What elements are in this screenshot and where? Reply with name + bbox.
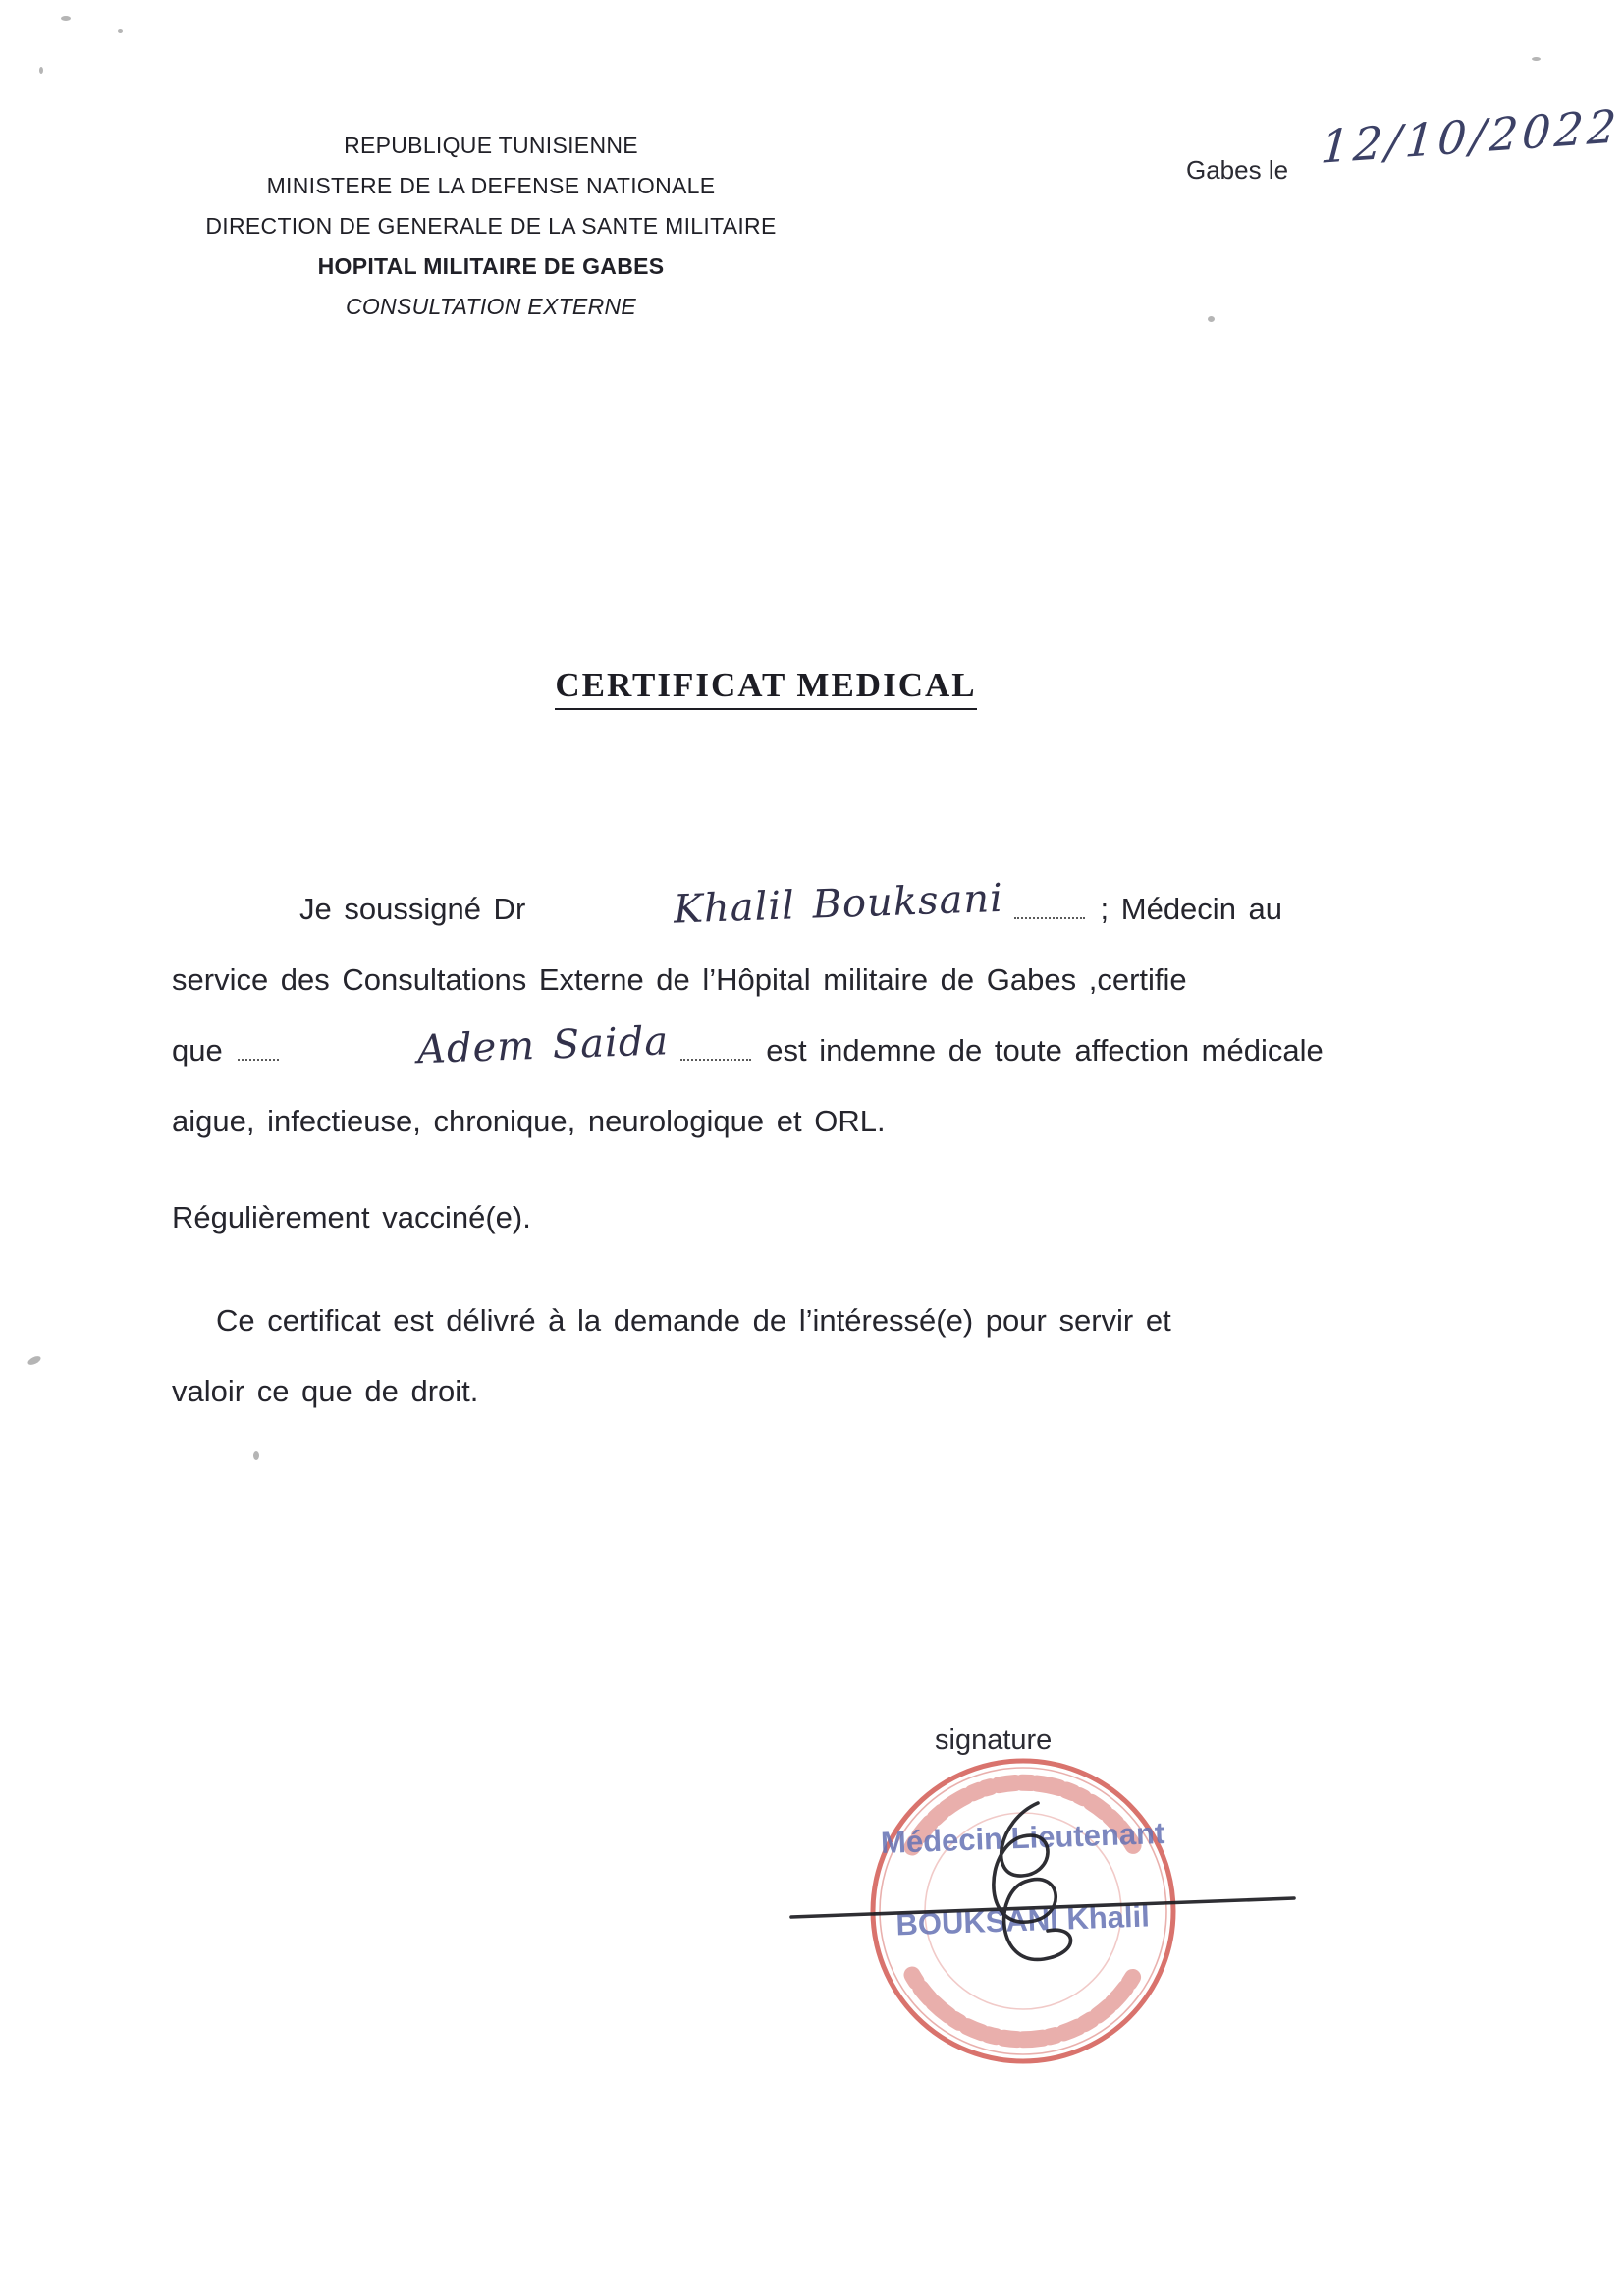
letterhead-line-ministry: MINISTERE DE LA DEFENSE NATIONALE [266,173,716,198]
document-title [0,666,1532,705]
doctor-name-handwritten: Khalil Bouksani [673,875,1004,933]
document-title-text: CERTIFICAT MEDICAL [555,666,976,710]
patient-name-handwritten: Adem Saida [416,1018,671,1073]
stamp-and-signature [756,1738,1326,2102]
scan-artifact [118,29,123,33]
dotted-leader [238,1045,279,1061]
body-text-run: Je soussigné Dr [299,892,526,926]
date-label: Gabes le [1186,155,1289,185]
body-text-run: est indemne de toute affection médicale [766,1033,1324,1067]
body-text-run: que [172,1033,223,1067]
stamp-text-rank: Médecin Lieutenant [880,1815,1165,1861]
body-text-run: valoir ce que de droit. [172,1374,479,1408]
letterhead-hospital-name: HOPITAL MILITAIRE DE GABES [317,253,665,279]
letterhead-line-country: REPUBLIQUE TUNISIENNE [344,133,638,158]
scan-artifact [27,1354,42,1366]
handwritten-date: 12/10/2022 [1319,99,1622,174]
body-text-run: aigue, infectieuse, chronique, neurologique et ORL. [172,1104,886,1138]
scan-artifact [61,16,71,21]
stamp-arabic-text-bottom [912,1975,1134,2040]
date-line [1186,155,1288,186]
stamp-text-name: BOUKSANI Khalil [894,1898,1151,1942]
intro-paragraph [172,874,1360,1157]
body-text-run: service des Consultations Externe de l’Hôpital militaire de Gabes ,certifie [172,962,1187,997]
dotted-leader [680,1045,751,1061]
certificate-body [172,874,1360,1427]
signature-label: signature [935,1724,1053,1756]
body-text-run: ; Médecin au [1100,892,1283,926]
scan-artifact [253,1451,259,1460]
vaccination-paragraph: Régulièrement vacciné(e). [172,1200,531,1234]
letterhead-service-name: CONSULTATION EXTERNE [345,294,637,319]
scan-artifact [39,67,43,74]
dotted-leader [1014,903,1085,919]
scan-artifact [1532,57,1541,61]
body-text-run: Ce certificat est délivré à la demande de l’intéressé(e) pour servir et [216,1303,1171,1338]
letterhead [147,126,835,327]
closing-paragraph [172,1285,1360,1427]
scan-artifact [1208,316,1215,322]
letterhead-line-direction: DIRECTION DE GENERALE DE LA SANTE MILITAIRE [205,213,777,239]
